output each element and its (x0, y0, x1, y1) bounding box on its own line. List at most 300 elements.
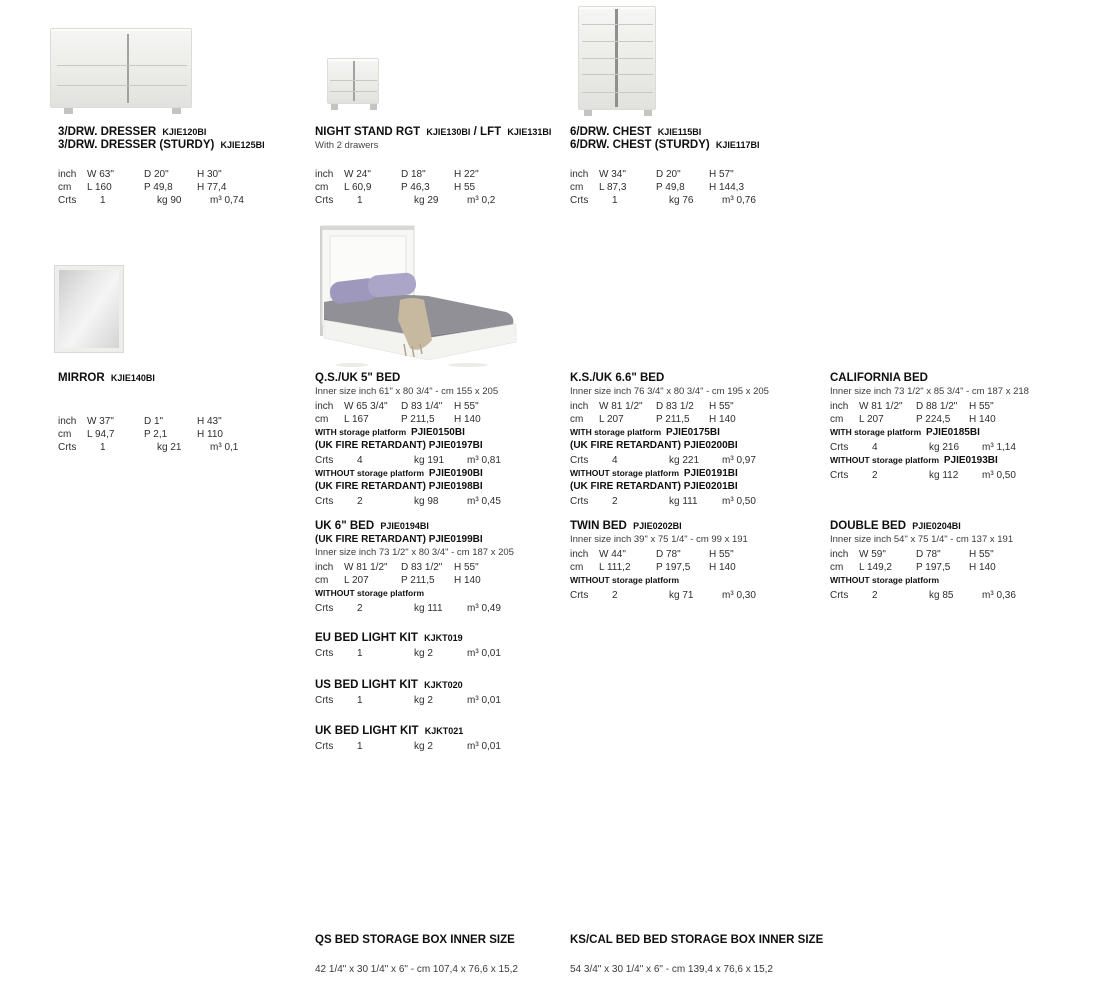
product-code: PJIE0204BI (912, 521, 961, 531)
spec-cell: D 83 1/4" (401, 401, 443, 412)
fire-retardant-line (315, 439, 539, 452)
variant-code: PJIE0201BI (683, 481, 738, 492)
title-separator: / (473, 126, 477, 138)
dresser-divider (127, 34, 129, 103)
inner-size: Inner size inch 76 3/4" x 80 3/4" - cm 195 x 205 (570, 386, 769, 397)
nightstand-divider (353, 61, 355, 101)
spec-cell: H 140 (454, 414, 481, 425)
spec-cell: m³ 1,14 (982, 442, 1016, 453)
spec-table (315, 694, 539, 707)
variant-line (315, 426, 539, 439)
spec-row (570, 561, 794, 574)
spec-cell: m³ 0,30 (722, 590, 756, 601)
spec-cell: Crts (315, 496, 334, 507)
product-title: Q.S./UK 5" BED (315, 372, 401, 384)
spec-cell: m³ 0,49 (467, 603, 501, 614)
spec-cell: H 55" (709, 401, 734, 412)
spec-row (58, 181, 282, 194)
spec-cell: W 63" (87, 169, 114, 180)
spec-cell: 1 (100, 195, 106, 206)
section-chest (570, 126, 794, 207)
spec-cell: 2 (872, 590, 878, 601)
spec-cell: cm (570, 414, 584, 425)
spec-row (315, 495, 539, 508)
inner-size: Inner size inch 54" x 75 1/4" - cm 137 x 191 (830, 534, 1014, 545)
variant-code: PJIE0150BI (410, 427, 465, 438)
spec-cell: 1 (100, 442, 106, 453)
spec-row (58, 168, 282, 181)
product-code: KJIE125BI (220, 140, 265, 150)
product-title (58, 126, 282, 139)
spec-cell: P 49,8 (144, 182, 173, 193)
spec-cell: P 211,5 (656, 414, 690, 425)
spec-cell: Crts (315, 648, 334, 659)
product-name: MIRROR (58, 372, 105, 384)
spec-cell: kg 21 (157, 442, 182, 453)
section-qs-storage-box (315, 934, 518, 976)
spec-table (315, 740, 539, 753)
product-code: KJIE140BI (110, 373, 155, 383)
spec-cell: W 37" (87, 416, 114, 427)
chest-drawer-line (582, 24, 653, 25)
spec-cell: m³ 0,01 (467, 695, 501, 706)
spec-cell: 2 (612, 590, 618, 601)
section-uk-bed (315, 520, 539, 615)
nightstand-foot (331, 104, 338, 110)
spec-table (315, 561, 539, 587)
spec-cell: Crts (58, 195, 77, 206)
spec-row (570, 589, 794, 602)
spec-row (830, 548, 1054, 561)
spec-cell: cm (830, 562, 844, 573)
product-name: TWIN BED (570, 520, 627, 532)
spec-cell: cm (315, 414, 329, 425)
spec-row (315, 168, 551, 181)
spec-cell: m³ 0,45 (467, 496, 501, 507)
spec-table (58, 415, 282, 454)
spec-cell: inch (570, 549, 589, 560)
product-code: KJIE120BI (162, 127, 207, 137)
spec-cell: P 46,3 (401, 182, 430, 193)
variant-code: PJIE0198BI (428, 481, 483, 492)
spec-cell: kg 2 (414, 741, 433, 752)
spec-table (830, 469, 1054, 482)
product-title (570, 126, 794, 139)
spec-cell: H 22" (454, 169, 479, 180)
product-title (58, 372, 282, 385)
spec-cell: 4 (357, 455, 363, 466)
spec-row (58, 415, 282, 428)
spec-cell: W 81 1/2" (859, 401, 903, 412)
fire-retardant-line (570, 439, 794, 452)
product-name: 3/DRW. DRESSER (STURDY) (58, 139, 215, 151)
spec-cell: Crts (315, 695, 334, 706)
nightstand-drawer-line (330, 91, 377, 92)
spec-cell: 1 (357, 648, 363, 659)
storage-box-size: 42 1/4" x 30 1/4" x 6" - cm 107,4 x 76,6 x 15,2 (315, 964, 518, 975)
spec-cell: Crts (315, 195, 334, 206)
spec-cell: Crts (315, 741, 334, 752)
spec-cell: kg 76 (669, 195, 694, 206)
spec-cell: W 59" (859, 549, 886, 560)
spec-table (570, 495, 794, 508)
spec-cell: W 24" (344, 169, 371, 180)
spec-cell: P 211,5 (401, 414, 435, 425)
spec-cell: L 87,3 (599, 182, 627, 193)
spec-cell: cm (315, 182, 329, 193)
spec-cell: L 207 (599, 414, 624, 425)
variant-label: WITHOUT storage platform (830, 455, 940, 465)
spec-table (830, 441, 1054, 454)
spec-cell: W 81 1/2" (599, 401, 643, 412)
spec-cell: H 55" (969, 549, 994, 560)
variant-label: WITHOUT storage platform (570, 468, 680, 478)
variant-label: (UK FIRE RETARDANT) (570, 440, 681, 451)
spec-cell: H 140 (709, 414, 736, 425)
spec-cell: H 57" (709, 169, 734, 180)
inner-size: Inner size inch 73 1/2" x 80 3/4" - cm 187 x 205 (315, 547, 514, 558)
spec-table (315, 454, 539, 467)
spec-cell: W 34" (599, 169, 626, 180)
storage-note: WITHOUT storage platform (315, 588, 425, 598)
spec-row (315, 413, 539, 426)
section-qs-bed (315, 372, 539, 508)
spec-cell: W 65 3/4" (344, 401, 388, 412)
product-name: UK BED LIGHT KIT (315, 725, 419, 737)
spec-cell: Crts (58, 442, 77, 453)
spec-cell: Crts (570, 455, 589, 466)
spec-cell: D 88 1/2" (916, 401, 958, 412)
product-name: UK 6" BED (315, 520, 375, 532)
spec-cell: D 20" (656, 169, 681, 180)
spec-cell: L 94,7 (87, 429, 115, 440)
spec-row (315, 602, 539, 615)
spec-cell: m³ 0,76 (722, 195, 756, 206)
chest-image (578, 6, 656, 116)
product-name: LFT (480, 126, 502, 138)
spec-cell: H 140 (969, 414, 996, 425)
storage-box-size: 54 3/4" x 30 1/4" x 6" - cm 139,4 x 76,6 x 15,2 (570, 964, 773, 975)
section-dresser (58, 126, 282, 207)
spec-cell: kg 191 (414, 455, 445, 466)
spec-cell: W 44" (599, 549, 626, 560)
inner-size: Inner size inch 61" x 80 3/4" - cm 155 x 205 (315, 386, 499, 397)
spec-cell: Crts (830, 470, 849, 481)
chest-drawer-line (582, 41, 653, 42)
spec-row (315, 694, 539, 707)
spec-cell: H 144,3 (709, 182, 745, 193)
spec-row (315, 740, 539, 753)
spec-table (315, 168, 551, 207)
spec-cell: D 78" (916, 549, 941, 560)
variant-label: (UK FIRE RETARDANT) (315, 440, 426, 451)
chest-foot (584, 110, 592, 116)
spec-row (830, 413, 1054, 426)
spec-cell: kg 29 (414, 195, 439, 206)
product-title (830, 520, 1054, 533)
product-code: KJKT019 (424, 633, 463, 643)
spec-cell: m³ 0,1 (210, 442, 239, 453)
spec-cell: Crts (315, 603, 334, 614)
spec-row (570, 181, 794, 194)
product-title: K.S./UK 6.6" BED (570, 372, 665, 384)
spec-table (570, 400, 794, 426)
section-mirror (58, 372, 282, 454)
fire-retardant-line (315, 480, 539, 493)
spec-cell: kg 98 (414, 496, 439, 507)
spec-cell: inch (315, 401, 334, 412)
spec-cell: L 111,2 (599, 562, 631, 573)
spec-row (570, 194, 794, 207)
spec-cell: H 55" (454, 401, 479, 412)
spec-cell: H 140 (969, 562, 996, 573)
spec-cell: cm (315, 575, 329, 586)
section-california-bed (830, 372, 1054, 482)
product-title: CALIFORNIA BED (830, 372, 928, 384)
variant-label: (UK FIRE RETARDANT) (570, 481, 681, 492)
spec-table (58, 168, 282, 207)
variant-code: PJIE0191BI (683, 468, 738, 479)
product-subtitle: With 2 drawers (315, 140, 379, 151)
product-name: DOUBLE BED (830, 520, 907, 532)
product-code: PJIE0202BI (633, 521, 682, 531)
dresser-foot (172, 108, 181, 114)
spec-row (570, 400, 794, 413)
inner-size: Inner size inch 73 1/2" x 85 3/4" - cm 187 x 218 (830, 386, 1029, 397)
product-name: EU BED LIGHT KIT (315, 632, 418, 644)
product-title (315, 126, 551, 139)
variant-line (315, 467, 539, 480)
nightstand-image (327, 58, 379, 110)
section-uk-light-kit (315, 725, 539, 753)
spec-cell: 2 (872, 470, 878, 481)
spec-row (58, 441, 282, 454)
variant-label: WITHOUT storage platform (315, 468, 425, 478)
variant-line (570, 426, 794, 439)
mirror-frame (55, 266, 123, 352)
variant-code: PJIE0200BI (683, 440, 738, 451)
spec-cell: Crts (830, 442, 849, 453)
spec-cell: P 2,1 (144, 429, 168, 440)
product-title (315, 725, 539, 738)
mirror-image (55, 266, 123, 352)
dresser-body (50, 28, 192, 108)
section-double-bed (830, 520, 1054, 602)
chest-foot (644, 110, 652, 116)
spec-table (315, 647, 539, 660)
spec-cell: H 55 (454, 182, 476, 193)
spec-table (830, 400, 1054, 426)
product-code: KJIE130BI (426, 127, 471, 137)
variant-code: PJIE0175BI (665, 427, 720, 438)
spec-cell: cm (570, 182, 584, 193)
spec-cell: L 167 (344, 414, 369, 425)
spec-cell: inch (570, 169, 589, 180)
spec-row (830, 561, 1054, 574)
storage-note: WITHOUT storage platform (570, 575, 680, 585)
spec-cell: 1 (357, 741, 363, 752)
spec-row (315, 181, 551, 194)
spec-cell: H 43" (197, 416, 222, 427)
spec-cell: m³ 0,97 (722, 455, 756, 466)
section-us-light-kit (315, 679, 539, 707)
spec-cell: L 207 (344, 575, 369, 586)
spec-table (315, 400, 539, 426)
spec-row (570, 548, 794, 561)
spec-row (315, 400, 539, 413)
dresser-drawer-line (57, 85, 187, 86)
spec-cell: m³ 0,2 (467, 195, 496, 206)
spec-cell: P 197,5 (656, 562, 691, 573)
spec-cell: kg 2 (414, 695, 433, 706)
spec-cell: P 211,5 (401, 575, 435, 586)
spec-cell: H 140 (709, 562, 736, 573)
spec-cell: H 55" (709, 549, 734, 560)
product-title (570, 139, 794, 152)
variant-label: WITH storage platform (315, 427, 407, 437)
spec-cell: L 207 (859, 414, 884, 425)
spec-cell: m³ 0,50 (982, 470, 1016, 481)
variant-code: PJIE0185BI (925, 427, 980, 438)
nightstand-drawer-line (330, 80, 377, 81)
spec-cell: H 77,4 (197, 182, 227, 193)
spec-row (570, 454, 794, 467)
section-twin-bed (570, 520, 794, 602)
spec-cell: Crts (570, 496, 589, 507)
variant-label: (UK FIRE RETARDANT) (315, 534, 426, 545)
spec-cell: D 83 1/2" (401, 562, 443, 573)
spec-cell: 4 (872, 442, 878, 453)
spec-cell: kg 111 (414, 603, 443, 614)
spec-row (315, 561, 539, 574)
bed-illustration (308, 220, 530, 370)
spec-cell: m³ 0,01 (467, 741, 501, 752)
spec-cell: cm (830, 414, 844, 425)
spec-cell: inch (570, 401, 589, 412)
spec-cell: 2 (357, 603, 363, 614)
spec-cell: D 20" (144, 169, 169, 180)
spec-cell: inch (830, 549, 849, 560)
section-nightstand (315, 126, 551, 207)
spec-cell: 2 (612, 496, 618, 507)
spec-cell: m³ 0,36 (982, 590, 1016, 601)
chest-drawer-line (582, 58, 653, 59)
spec-cell: kg 112 (929, 470, 959, 481)
spec-table (570, 548, 794, 574)
variant-code: PJIE0197BI (428, 440, 483, 451)
spec-cell: Crts (570, 195, 589, 206)
inner-size: Inner size inch 39" x 75 1/4" - cm 99 x 191 (570, 534, 748, 545)
spec-cell: inch (830, 401, 849, 412)
product-code: KJKT020 (424, 680, 463, 690)
variant-line (830, 426, 1054, 439)
spec-cell: m³ 0,74 (210, 195, 244, 206)
spec-row (315, 454, 539, 467)
product-code: KJIE131BI (507, 127, 552, 137)
spec-row (315, 574, 539, 587)
chest-drawer-line (582, 92, 653, 93)
variant-line (570, 467, 794, 480)
spec-cell: 2 (357, 496, 363, 507)
nightstand-foot (370, 104, 377, 110)
spec-table (315, 602, 539, 615)
spec-cell: 1 (612, 195, 618, 206)
product-name: 6/DRW. CHEST (570, 126, 652, 138)
spec-cell: H 30" (197, 169, 222, 180)
spec-cell: H 55" (969, 401, 994, 412)
product-name: 6/DRW. CHEST (STURDY) (570, 139, 710, 151)
spec-cell: P 224,5 (916, 414, 951, 425)
product-name: 3/DRW. DRESSER (58, 126, 157, 138)
spec-table (830, 589, 1054, 602)
spec-row (570, 413, 794, 426)
spec-cell: H 110 (197, 429, 223, 440)
spec-cell: 4 (612, 455, 618, 466)
spec-cell: D 78" (656, 549, 681, 560)
product-title (315, 632, 539, 645)
spec-cell: inch (315, 169, 334, 180)
spec-cell: inch (58, 416, 77, 427)
storage-box-title: KS/CAL BED BED STORAGE BOX INNER SIZE (570, 934, 824, 946)
spec-table (830, 548, 1054, 574)
variant-code: PJIE0190BI (428, 468, 483, 479)
spec-cell: L 160 (87, 182, 112, 193)
spec-cell: Crts (570, 590, 589, 601)
chest-body (578, 6, 656, 110)
spec-cell: kg 111 (669, 496, 698, 507)
spec-cell: kg 71 (669, 590, 694, 601)
spec-cell: m³ 0,81 (467, 455, 501, 466)
spec-row (830, 589, 1054, 602)
spec-cell: P 49,8 (656, 182, 685, 193)
spec-row (830, 469, 1054, 482)
section-kscal-storage-box (570, 934, 823, 976)
spec-cell: kg 221 (669, 455, 700, 466)
spec-row (570, 168, 794, 181)
storage-box-title: QS BED STORAGE BOX INNER SIZE (315, 934, 515, 946)
spec-cell: Crts (830, 590, 849, 601)
spec-cell: L 60,9 (344, 182, 372, 193)
spec-row (830, 441, 1054, 454)
spec-cell: kg 2 (414, 648, 433, 659)
spec-row (830, 400, 1054, 413)
chest-drawer-line (582, 74, 653, 75)
spec-cell: D 1" (144, 416, 164, 427)
storage-note: WITHOUT storage platform (830, 575, 940, 585)
fire-retardant-line (570, 480, 794, 493)
product-code: KJIE115BI (657, 127, 702, 137)
spec-row (58, 428, 282, 441)
variant-label: WITH storage platform (570, 427, 662, 437)
spec-table (570, 589, 794, 602)
spec-cell: inch (315, 562, 334, 573)
spec-cell: D 18" (401, 169, 426, 180)
dresser-image (50, 28, 192, 114)
spec-row (58, 194, 282, 207)
spec-cell: m³ 0,01 (467, 648, 501, 659)
variant-code: PJIE0193BI (943, 455, 998, 466)
spec-cell: kg 216 (929, 442, 960, 453)
product-title (315, 679, 539, 692)
product-title (58, 139, 282, 152)
dresser-foot (64, 108, 73, 114)
spec-cell: 1 (357, 695, 363, 706)
spec-cell: D 83 1/2 (656, 401, 694, 412)
spec-table (315, 495, 539, 508)
bed-image (308, 220, 530, 370)
spec-cell: L 149,2 (859, 562, 892, 573)
spec-cell: cm (58, 429, 72, 440)
